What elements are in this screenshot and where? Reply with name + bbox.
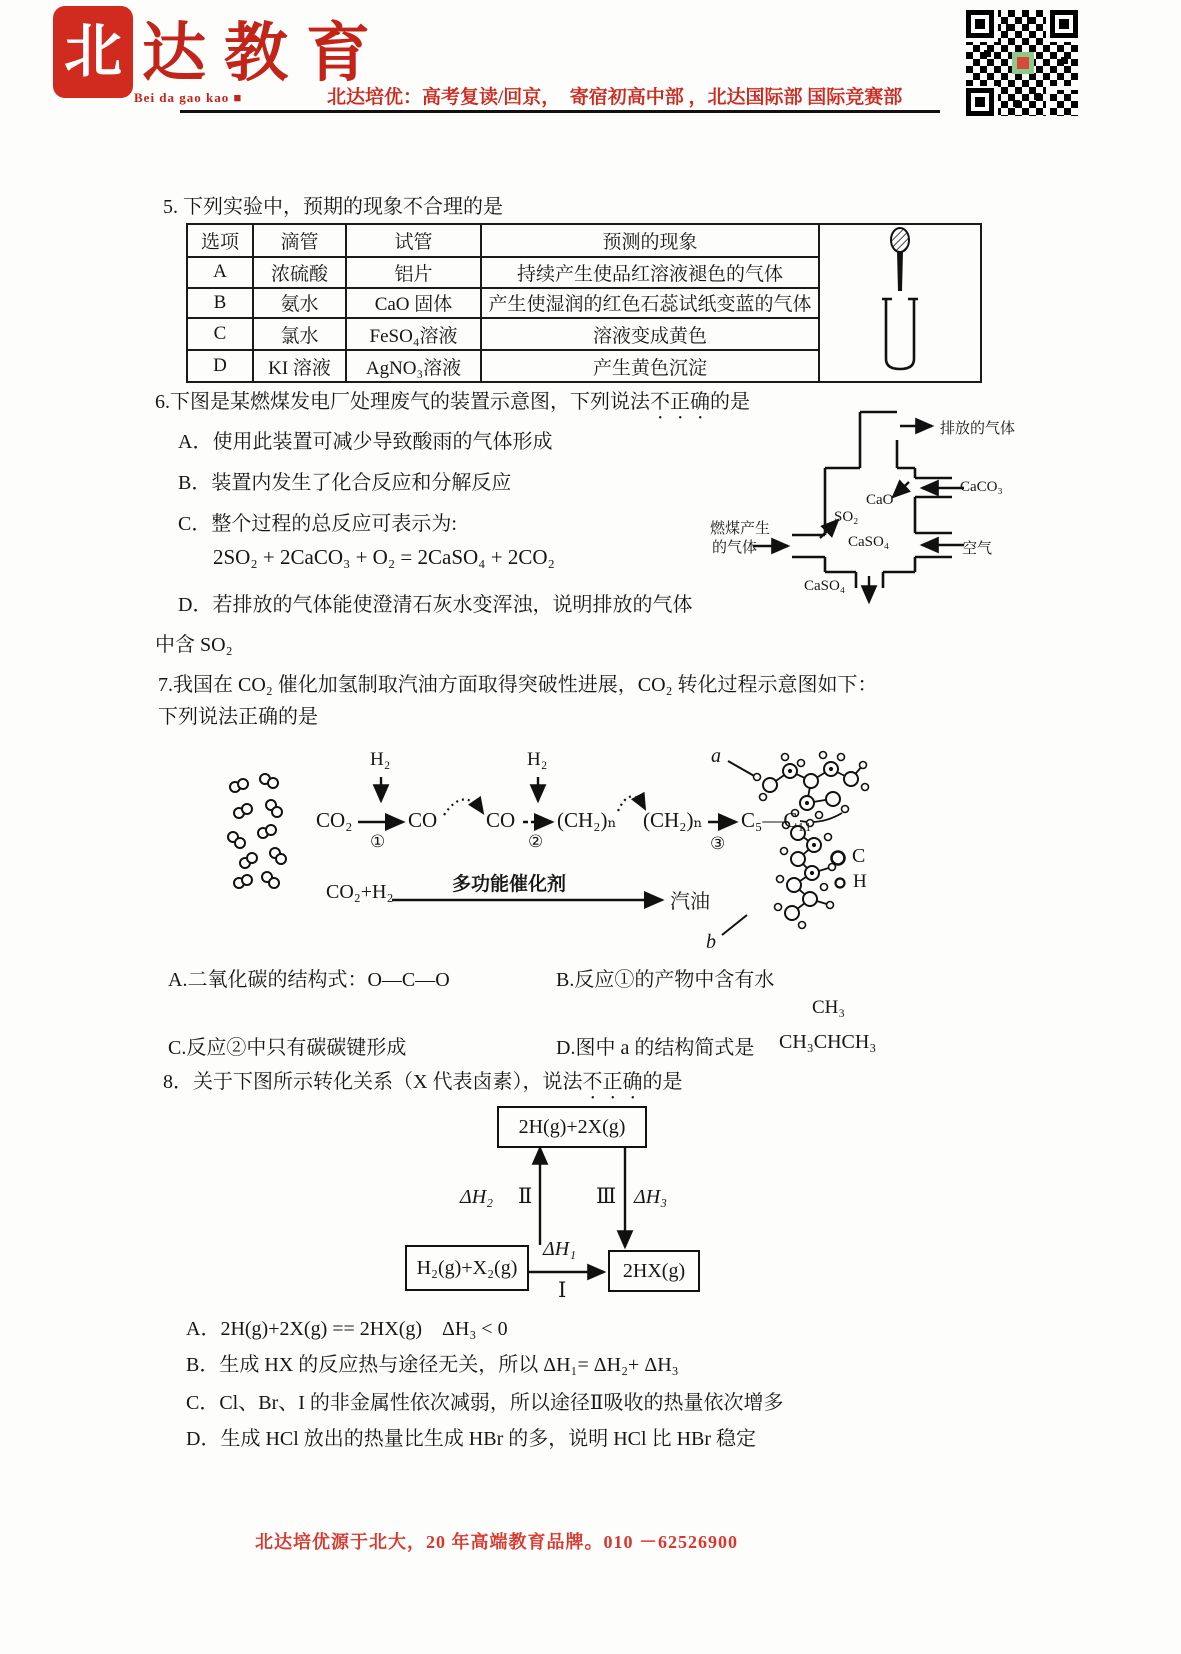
q8-arrows	[390, 1100, 800, 1300]
q8-roman1: Ⅰ	[558, 1278, 567, 1302]
q8-dh1: ΔH₁	[543, 1238, 577, 1260]
q5-cell: 溶液变成黄色	[481, 318, 819, 350]
q7-label-a: a	[711, 745, 721, 767]
q7-diagram-graphics	[200, 735, 1090, 970]
q7-co-first: CO	[408, 808, 438, 832]
q5-cell: 氯水	[253, 318, 346, 350]
q6-option-d: D．若排放的气体能使澄清石灰水变浑浊，说明排放的气体	[178, 594, 693, 616]
q7-step2: ②	[528, 832, 544, 851]
q8-stem-emph: 不正确	[582, 1071, 643, 1093]
q5-cell: FeSO₄溶液	[346, 318, 481, 350]
q6-label-caco3: CaCO₃	[960, 479, 1003, 495]
q7-stem-line1: 7.我国在 CO₂ 催化加氢制取汽油方面取得突破性进展，CO₂ 转化过程示意图如下：	[158, 674, 878, 696]
logo-seal-icon	[55, 8, 131, 96]
q6-option-b: B．装置内发生了化合反应和分解反应	[178, 472, 512, 494]
q6-option-c: C．整个过程的总反应可表示为:	[178, 513, 457, 535]
brand-subtitle: Bei da gao kao ■	[134, 90, 243, 105]
header-tagline: 北达培优：高考复读/回京， 寄宿初高中部 ，北达国际部 国际竞赛部	[327, 87, 903, 108]
q5-cell: 铝片	[346, 257, 481, 288]
q7-h2-first: H₂	[370, 749, 391, 770]
q5-stem: 5. 下列实验中，预期的现象不合理的是	[163, 196, 503, 218]
q5-cell: 产生使湿润的红色石蕊试纸变蓝的气体	[481, 288, 819, 319]
q7-c5c11: C₅—C₁₁	[741, 808, 812, 832]
q5-cell: 产生黄色沉淀	[481, 350, 819, 382]
q8-stem	[163, 1065, 682, 1104]
q5-col-header: 选项	[187, 224, 253, 257]
q8-option-b: B．生成 HX 的反应热与途径无关，所以 ΔH₁= ΔH₂+ ΔH₃	[186, 1354, 679, 1376]
q6-label-caso4-inside: CaSO₄	[848, 534, 890, 550]
q5-cell: C	[187, 318, 253, 350]
q5-cell: A	[187, 257, 253, 288]
q7-option-b: B.反应①的产物中含有水	[556, 969, 775, 991]
q6-label-air: 空气	[962, 541, 993, 557]
q5-cell: KI 溶液	[253, 350, 346, 382]
q8-dh2: ΔH₂	[460, 1186, 494, 1208]
header-rule	[180, 110, 940, 113]
q6-label-so2: SO₂	[834, 509, 859, 525]
q5-col-header: 预测的现象	[481, 224, 819, 257]
q7-conversion-diagram	[200, 735, 1090, 970]
brand-name: 达教育	[142, 18, 388, 89]
dropper-testtube-icon	[822, 225, 978, 375]
q8-roman3: Ⅲ	[596, 1184, 617, 1208]
q5-cell: D	[187, 350, 253, 382]
q7-product: 汽油	[670, 891, 710, 913]
q7-option-d: D.图中 a 的结构简式是	[556, 1037, 755, 1059]
q7-stem-line2: 下列说法正确的是	[158, 706, 318, 728]
q5-cell: B	[187, 288, 253, 319]
q5-table	[186, 223, 982, 383]
q7-option-d-formula: CH₃CHCH₃	[779, 1031, 877, 1053]
q5-apparatus-cell	[819, 224, 981, 382]
q7-ch2n-second: (CH₂)ₙ	[643, 808, 703, 832]
q6-label-flue-line1: 燃煤产生	[710, 521, 771, 537]
q7-legend-c: C	[852, 845, 866, 867]
logo-seal-char: 北	[63, 19, 122, 84]
q5-cell: 浓硫酸	[253, 257, 346, 288]
q8-option-a: A．2H(g)+2X(g) == 2HX(g) ΔH₃ < 0	[186, 1318, 508, 1340]
q6-scrubber-diagram	[660, 390, 1080, 612]
q5-cell: 持续产生使品红溶液褪色的气体	[481, 257, 819, 288]
q8-box-right: 2HX(g)	[608, 1250, 700, 1292]
q7-catalyst: 多功能催化剂	[452, 874, 567, 895]
q6-label-flue-line2: 的气体	[712, 540, 758, 556]
q7-label-b: b	[706, 931, 716, 953]
q5-col-header: 滴管	[253, 224, 346, 257]
q8-option-c: C．Cl、Br、I 的非金属性依次减弱，所以途径Ⅱ吸收的热量依次增多	[186, 1392, 784, 1414]
q6-label-cao: CaO	[866, 492, 894, 508]
q7-co-second: CO	[486, 808, 516, 832]
q7-step1: ①	[370, 832, 386, 851]
footer-slogan: 北达培优源于北大，20 年高端教育品牌。010 －62526900	[255, 1532, 738, 1552]
q8-box-left: H₂(g)+X₂(g)	[405, 1245, 529, 1291]
q8-option-d: D．生成 HCl 放出的热量比生成 HBr 的多，说明 HCl 比 HBr 稳定	[186, 1428, 757, 1450]
q7-feed: CO₂+H₂	[326, 881, 394, 903]
q6-label-exhaust: 排放的气体	[940, 421, 1016, 437]
q8-stem-post: 的是	[642, 1071, 683, 1093]
q8-stem-pre: 8．关于下图所示转化关系（X 代表卤素），说法	[163, 1071, 583, 1093]
qr-code-icon	[966, 10, 1078, 116]
co2-molecule-cloud	[228, 774, 286, 888]
q7-option-c: C.反应②中只有碳碳键形成	[168, 1037, 407, 1059]
q6-equation: 2SO₂ + 2CaCO₃ + O₂ = 2CaSO₄ + 2CO₂	[213, 545, 555, 569]
q5-cell: CaO 固体	[346, 288, 481, 319]
q8-dh3: ΔH₃	[634, 1186, 668, 1208]
q8-box-top: 2H(g)+2X(g)	[497, 1106, 647, 1148]
q5-cell: AgNO₃溶液	[346, 350, 481, 382]
q7-co2: CO₂	[316, 808, 353, 832]
q6-option-a: A．使用此装置可减少导致酸雨的气体形成	[178, 431, 553, 453]
q5-col-header: 试管	[346, 224, 481, 257]
molecule-b-cluster	[775, 820, 836, 929]
q7-step3: ③	[710, 834, 726, 853]
q7-ch2n-first: (CH₂)ₙ	[557, 808, 617, 832]
legend-carbon-icon	[832, 852, 845, 865]
q7-option-d-branch: CH₃	[812, 997, 846, 1018]
q6-label-caso4-out: CaSO₄	[804, 578, 846, 594]
q6-option-d-cont: 中含 SO₂	[155, 634, 233, 656]
q5-cell: 氨水	[253, 288, 346, 319]
legend-hydrogen-icon	[836, 879, 845, 888]
q7-option-a: A.二氧化碳的结构式：O—C—O	[168, 969, 450, 991]
q7-h2-second: H₂	[527, 749, 548, 770]
q6-stem-post: 的是	[710, 391, 750, 413]
q7-legend-h: H	[853, 871, 867, 892]
q6-stem-emph: 不正确	[650, 391, 710, 413]
q8-roman2: Ⅱ	[518, 1184, 533, 1208]
q6-stem-pre: 6.下图是某燃煤发电厂处理废气的装置示意图，下列说法	[155, 391, 650, 413]
